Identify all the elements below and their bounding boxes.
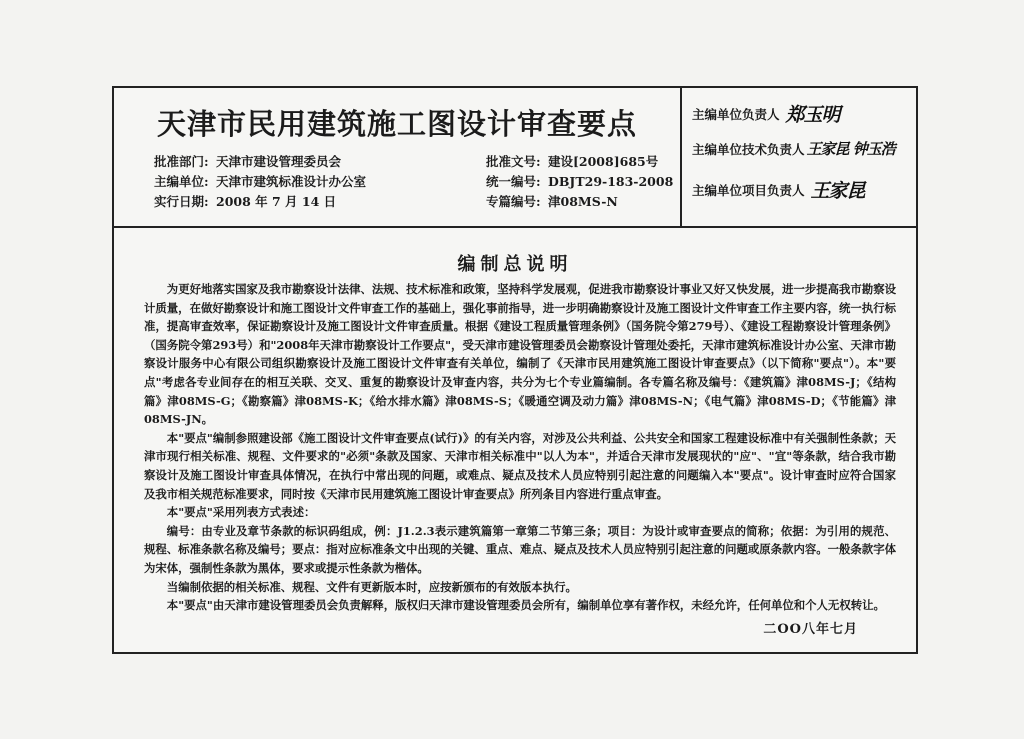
meta-row-effective-date (154, 192, 366, 212)
meta-row-approval-no (486, 152, 673, 172)
meta-right (486, 152, 673, 212)
document-title: 天津市民用建筑施工图设计审查要点 (156, 107, 637, 141)
meta-value: 津08MS-N (548, 194, 618, 209)
section-title: 编制总说明 (457, 254, 573, 275)
paragraph: 本"要点"由天津市建设管理委员会负责解释，版权归天津市建设管理委员会所有，编制单位享有著作权，未经允许，任何单位和个人无权转让。 (166, 598, 885, 613)
meta-label: 批准文号: (486, 154, 541, 169)
paragraph: 编号：由专业及章节条款的标识码组成，例：J1.2.3表示建筑篇第一章第二节第三条；项目：为设计或审查要点的简称；依据：为引用的规范、规程、标准条款名称及编号；要点：指对应标准条文中出现的关键、重点、难点、疑点及技术人员应特别引起注意的问题或原条款内容。一般条款字体为宋体，强制性条款为黑体，要求或提示性条款为楷体。 (144, 523, 896, 575)
responsible-label: 主编单位负责人 (692, 106, 780, 122)
meta-row-chief-unit (154, 172, 366, 192)
responsible-label: 主编单位技术负责人 (692, 141, 805, 157)
responsible-label: 主编单位项目负责人 (692, 182, 805, 198)
meta-label: 批准部门: (154, 154, 209, 169)
paragraph: 本"要点"编制参照建设部《施工图设计文件审查要点(试行)》的有关内容，对涉及公共利益、公共安全和国家工程建设标准中有关强制性条款；天津市现行相关标准、规程、文件要求的"必须"条款及国家、天津市相关标准中"以人为本"，并适合天津市发展现状的"应"、"宜"等条款，结合我市勘察设计及施工图设计审查具体情况，在执行中常出现的问题，或难点、疑点及技术人员应特别引起注意的问题编入本"要点"。设计审查时应符合国家及我市相关规范标准要求，同时按《天津市民用建筑施工图设计审查要点》所列条目内容进行重点审查。 (144, 430, 896, 501)
title-block (114, 88, 916, 228)
meta-left (154, 152, 366, 212)
handwritten-signature: 王家昆 钟玉浩 (806, 140, 895, 158)
meta-row-volume-no (486, 192, 673, 212)
issue-date: 二OO八年七月 (763, 622, 858, 637)
signature-block (682, 88, 916, 226)
description-body (144, 280, 896, 615)
meta-label: 统一编号: (486, 174, 541, 189)
paragraph: 为更好地落实国家及我市勘察设计法律、法规、技术标准和政策，坚持科学发展观，促进我市勘察设计事业又好又快发展，进一步提高我市勘察设计质量，在做好勘察设计和施工图设计文件审查工作的基础上，强化事前指导，进一步明确勘察设计及施工图设计文件审查工作主要内容，统一执行标准，提高审查效率，保证勘察设计及施工图设计文件审查质量。根据《建设工程质量管理条例》（国务院令第279号）、《建设工程勘察设计管理条例》（国务院令第293号）和"2008年天津市勘察设计工作要点"，受天津市建设管理委员会勘察设计管理处委托，天津市建筑标准设计办公室、天津市勘察设计服务中心有限公司组织勘察设计及施工图设计文件审查有关单位，编制了《天津市民用建筑施工图设计审查要点》（以下简称"要点"）。本"要点"考虑各专业间存在的相互关联、交叉、重复的勘察设计及审查内容，共分为七个专业篇编制。各专篇名称及编号：《建筑篇》津08MS-J；《结构篇》津08MS-G；《勘察篇》津08MS-K；《给水排水篇》津08MS-S；《暖通空调及动力篇》津08MS-N；《电气篇》津08MS-D；《节能篇》津08MS-JN。 (144, 282, 896, 427)
technical-responsible-row (692, 138, 895, 159)
handwritten-signature: 郑玉明 (785, 104, 840, 126)
handwritten-signature: 王家昆 (810, 180, 865, 202)
meta-value: 建设[2008]685号 (548, 154, 659, 169)
meta-row-unified-no (486, 172, 673, 192)
meta-row-approval-dept (154, 152, 366, 172)
meta-value: 天津市建筑标准设计办公室 (216, 174, 367, 189)
meta-label: 主编单位: (154, 174, 209, 189)
meta-value: 天津市建设管理委员会 (216, 154, 342, 169)
document-sheet (112, 86, 918, 654)
meta-value: 2008 年 7 月 14 日 (216, 194, 337, 209)
general-description (114, 228, 916, 652)
paragraph: 本"要点"采用列表方式表述： (166, 505, 316, 520)
meta-label: 专篇编号: (486, 194, 541, 209)
title-block-left (114, 88, 682, 226)
project-responsible-row (692, 176, 865, 203)
paragraph: 当编制依据的相关标准、规程、文件有更新版本时，应按新颁布的有效版本执行。 (166, 579, 577, 594)
responsible-person-row (692, 100, 840, 127)
meta-label: 实行日期: (154, 194, 209, 209)
meta-value: DBJT29-183-2008 (548, 174, 674, 189)
